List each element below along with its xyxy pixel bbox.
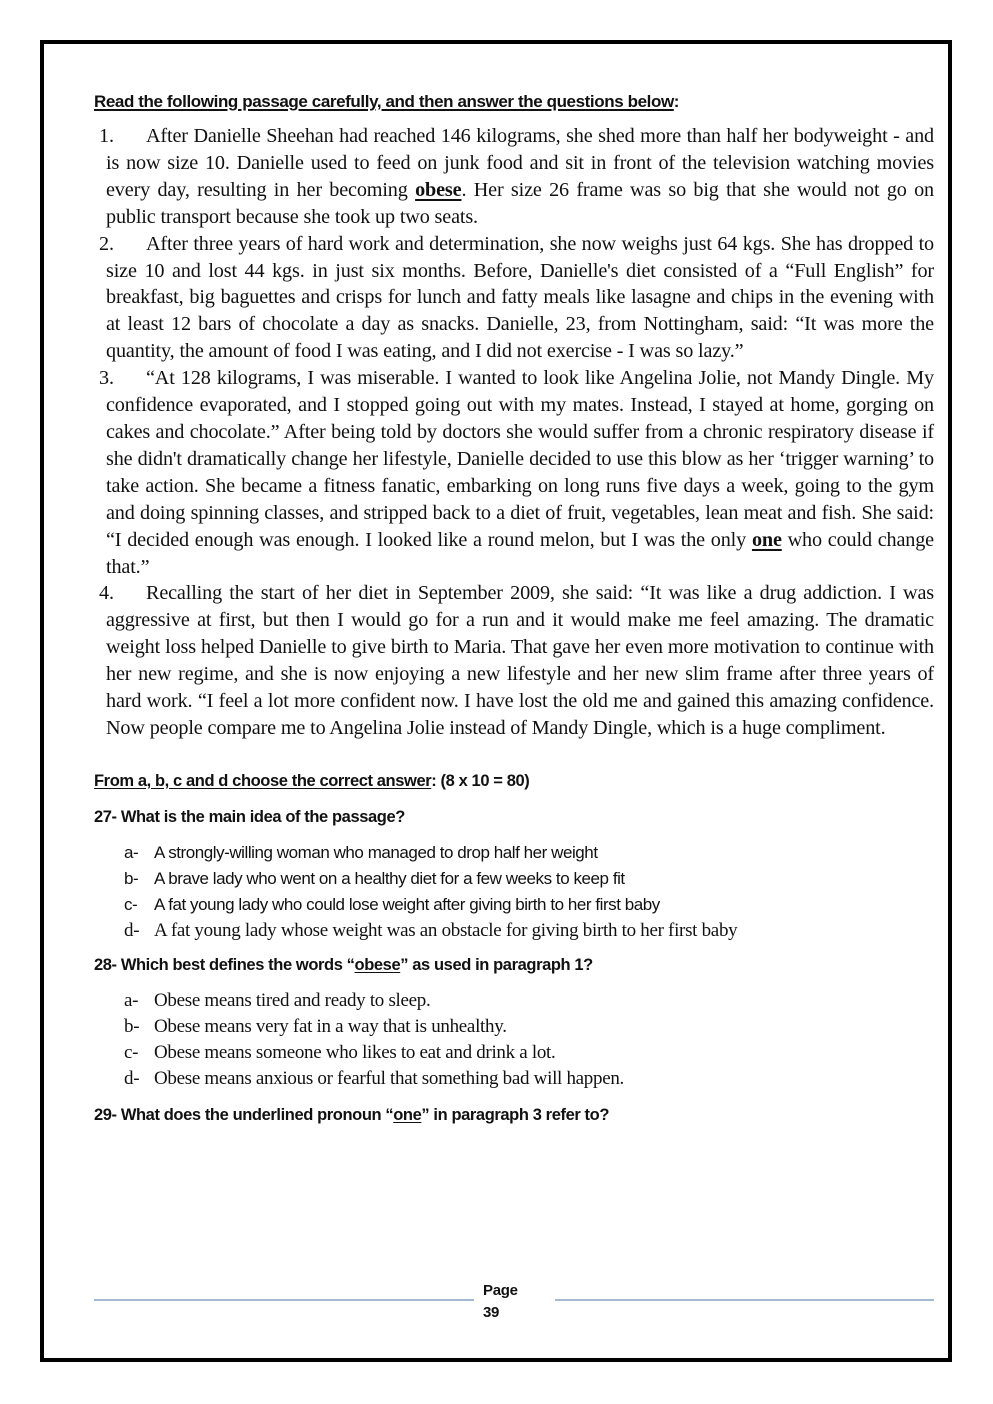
option-b[interactable] (124, 1014, 934, 1040)
paragraph-text: After three years of hard work and determination, she now weighs just 64 kgs. She has dropped to size 10 and lost 44 kgs. in just six months. Before, Danielle's diet consisted of a “Full English” for breakfast, big baguettes and crisps for lunch and fatty meals like lasagne and chips in the evening with at least 12 bars of chocolate a day as snacks. Danielle, 23, from Nottingham, said: “It was more the quantity, the amount of food I was eating, and I did not exercise - I was so lazy.” (106, 232, 934, 363)
option-text: Obese means tired and ready to sleep. (154, 989, 431, 1011)
paragraph-number: 3. (99, 367, 114, 390)
option-d[interactable] (124, 1066, 934, 1092)
underlined-term: one (393, 1105, 422, 1124)
underlined-word-one: one (751, 528, 782, 551)
page-number-value: 39 (483, 1304, 500, 1321)
questions-section-heading (94, 770, 934, 792)
answer-options (94, 988, 934, 1092)
option-d[interactable] (124, 918, 934, 944)
question-title: 27- What is the main idea of the passage? (94, 807, 405, 826)
option-text: A fat young lady who could lose weight after giving birth to her first baby (154, 894, 660, 914)
footer-rule-left (94, 1299, 474, 1301)
page-content (94, 88, 934, 1126)
page-number (483, 1280, 518, 1324)
option-c[interactable] (124, 892, 934, 918)
question-28 (94, 954, 934, 1092)
paragraph-text: “At 128 kilograms, I was miserable. I wanted to look like Angelina Jolie, not Mandy Dingle. My confidence evaporated, and I stopped going out with my mates. Instead, I stayed at home, gorging on cakes and chocolate.” After being told by doctors she would suffer from a chronic respiratory disease if she didn't dramatically change her lifestyle, Danielle decided to use this blow as her ‘trigger warning’ to take action. She became a fitness fanatic, embarking on long runs five days a week, going to the gym and doing spinning classes, and stripped back to a diet of fruit, vegetables, lean meat and fish. She said: “I decided enough was enough. I looked like a round melon, but I was the only (106, 367, 934, 551)
question-text: ” as used in paragraph 1? (400, 955, 593, 974)
footer-rule-right (555, 1299, 934, 1301)
paragraph-number: 1. (99, 125, 114, 147)
question-27 (94, 806, 934, 944)
passage-paragraph-1 (99, 123, 934, 231)
option-b[interactable] (124, 866, 934, 892)
paragraph-text: Recalling the start of her diet in September 2009, she said: “It was like a drug addiction. I was aggressive at first, but then I would go for a run and it would make me feel amazing. The dramatic weight loss helped Danielle to give birth to Maria. That gave her even more motivation to continue with her new regime, and she is now enjoying a new lifestyle and her new slim frame after three years of hard work. “I feel a lot more confident now. I have lost the old me and gained this amazing confidence. Now people compare me to Angelina Jolie instead of Mandy Dingle, which is a huge compliment. (106, 582, 934, 739)
paragraph-number: 4. (99, 582, 114, 605)
option-a[interactable] (124, 840, 934, 866)
answer-options (94, 840, 934, 944)
option-letter: b- (124, 1015, 140, 1037)
question-text: 28- Which best defines the words “ (94, 955, 355, 974)
option-letter: d- (124, 1067, 140, 1089)
question-29 (94, 1104, 934, 1126)
option-letter: c- (124, 1041, 139, 1063)
page-footer (94, 1278, 934, 1328)
instruction-suffix: : (673, 92, 680, 111)
option-a[interactable] (124, 988, 934, 1014)
option-c[interactable] (124, 1040, 934, 1066)
paragraph-text: . Her size 26 frame was so big that she would not go on public transport because she took up two seats. (106, 178, 934, 228)
option-text: A brave lady who went on a healthy diet for a few weeks to keep fit (154, 868, 625, 888)
option-text: A strongly-willing woman who managed to drop half her weight (154, 842, 598, 862)
instruction-text: Read the following passage carefully, and then answer the questions below (94, 92, 674, 111)
underlined-term: obese (354, 955, 401, 974)
question-title (94, 954, 934, 976)
option-letter: b- (124, 868, 139, 888)
reading-passage (94, 123, 934, 742)
paragraph-text: After Danielle Sheehan had reached 146 kilograms, she shed more than half her bodyweight - and is now size 10. Danielle used to feed on junk food and sit in front of the television watching movies every day, resulting in her becoming (106, 125, 934, 201)
question-text: ” in paragraph 3 refer to? (421, 1105, 609, 1124)
option-letter: a- (124, 842, 139, 862)
question-title (94, 1104, 934, 1126)
passage-paragraph-2 (99, 231, 934, 366)
option-text: Obese means anxious or fearful that something bad will happen. (154, 1067, 624, 1089)
paragraph-number: 2. (99, 232, 114, 255)
section-score: : (8 x 10 = 80) (431, 771, 530, 790)
option-letter: a- (124, 989, 139, 1011)
reading-instruction (94, 88, 934, 116)
option-text: A fat young lady whose weight was an obstacle for giving birth to her first baby (154, 919, 738, 941)
passage-paragraph-3 (99, 365, 934, 580)
option-letter: c- (124, 894, 138, 914)
paragraph-text: who could change that.” (106, 528, 934, 578)
option-text: Obese means very fat in a way that is unhealthy. (154, 1015, 507, 1037)
option-text: Obese means someone who likes to eat and drink a lot. (154, 1041, 556, 1063)
option-letter: d- (124, 919, 140, 941)
section-heading-text: From a, b, c and d choose the correct answer (94, 771, 432, 790)
question-text: 29- What does the underlined pronoun “ (94, 1105, 394, 1124)
underlined-word-obese: obese (415, 178, 462, 201)
page-label: Page (483, 1282, 518, 1299)
passage-paragraph-4 (99, 580, 934, 741)
